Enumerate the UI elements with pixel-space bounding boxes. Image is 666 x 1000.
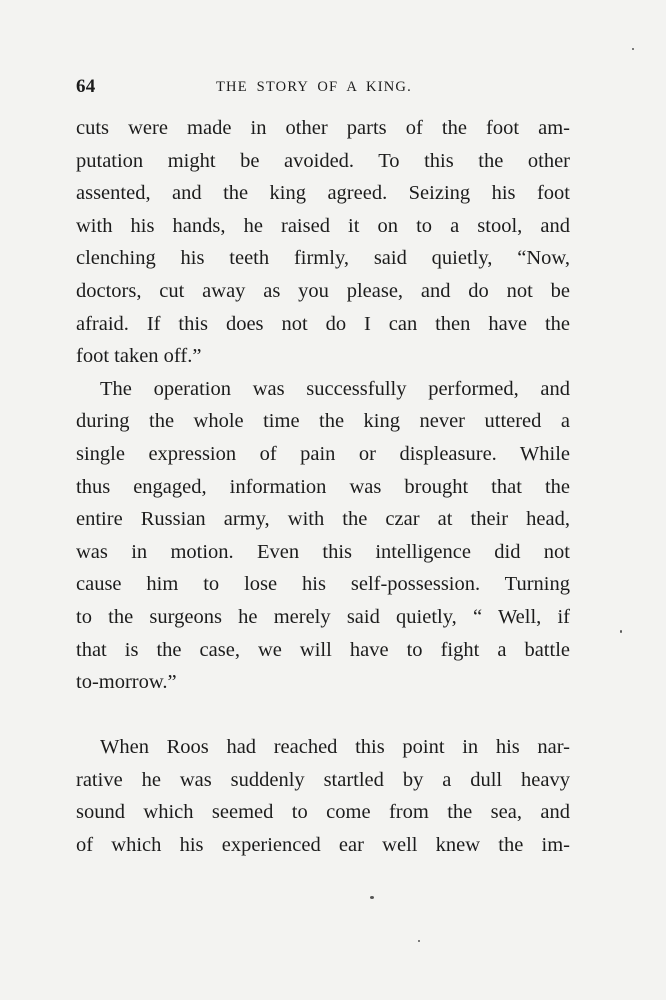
text-line: sound which seemed to come from the sea, and	[76, 801, 570, 824]
text-line: doctors, cut away as you please, and do not be	[76, 279, 570, 302]
page-header	[76, 76, 570, 100]
paragraph	[76, 373, 570, 699]
text-line: The operation was successfully performed, and	[100, 377, 570, 400]
text-line: during the whole time the king never uttered a	[76, 410, 570, 433]
paragraph	[76, 112, 570, 373]
text-line: of which his experienced ear well knew the im-	[76, 834, 570, 857]
text-line: cuts were made in other parts of the foot am-	[76, 117, 570, 139]
paragraph	[76, 731, 570, 861]
text-line: with his hands, he raised it on to a stool, and	[76, 214, 570, 237]
text-line: foot taken off.”	[76, 345, 202, 368]
text-line: single expression of pain or displeasure. While	[76, 442, 570, 465]
paper-speck	[418, 940, 420, 942]
paper-speck	[632, 48, 634, 50]
text-line: to-morrow.”	[76, 671, 177, 694]
text-line: entire Russian army, with the czar at their head,	[76, 508, 570, 531]
text-line: to the surgeons he merely said quietly, “ Well, if	[76, 605, 570, 628]
text-line: afraid. If this does not do I can then have the	[76, 312, 570, 335]
text-line: thus engaged, information was brought that the	[76, 475, 570, 498]
page-number: 64	[76, 76, 96, 97]
text-line: assented, and the king agreed. Seizing his foot	[76, 182, 570, 205]
text-line: rative he was suddenly startled by a dull heavy	[76, 768, 570, 791]
text-line: was in motion. Even this intelligence did not	[76, 540, 570, 563]
body-text	[76, 112, 570, 862]
paper-speck	[620, 630, 622, 633]
text-line: When Roos had reached this point in his nar-	[100, 736, 570, 759]
running-title: THE STORY OF A KING.	[216, 79, 412, 95]
text-line: that is the case, we will have to fight a battle	[76, 638, 570, 661]
text-line: clenching his teeth firmly, said quietly, “Now,	[76, 247, 570, 270]
text-line: cause him to lose his self-possession. Turning	[76, 573, 570, 596]
section-break	[76, 699, 570, 732]
text-line: putation might be avoided. To this the other	[76, 149, 570, 172]
paper-speck	[370, 896, 374, 899]
